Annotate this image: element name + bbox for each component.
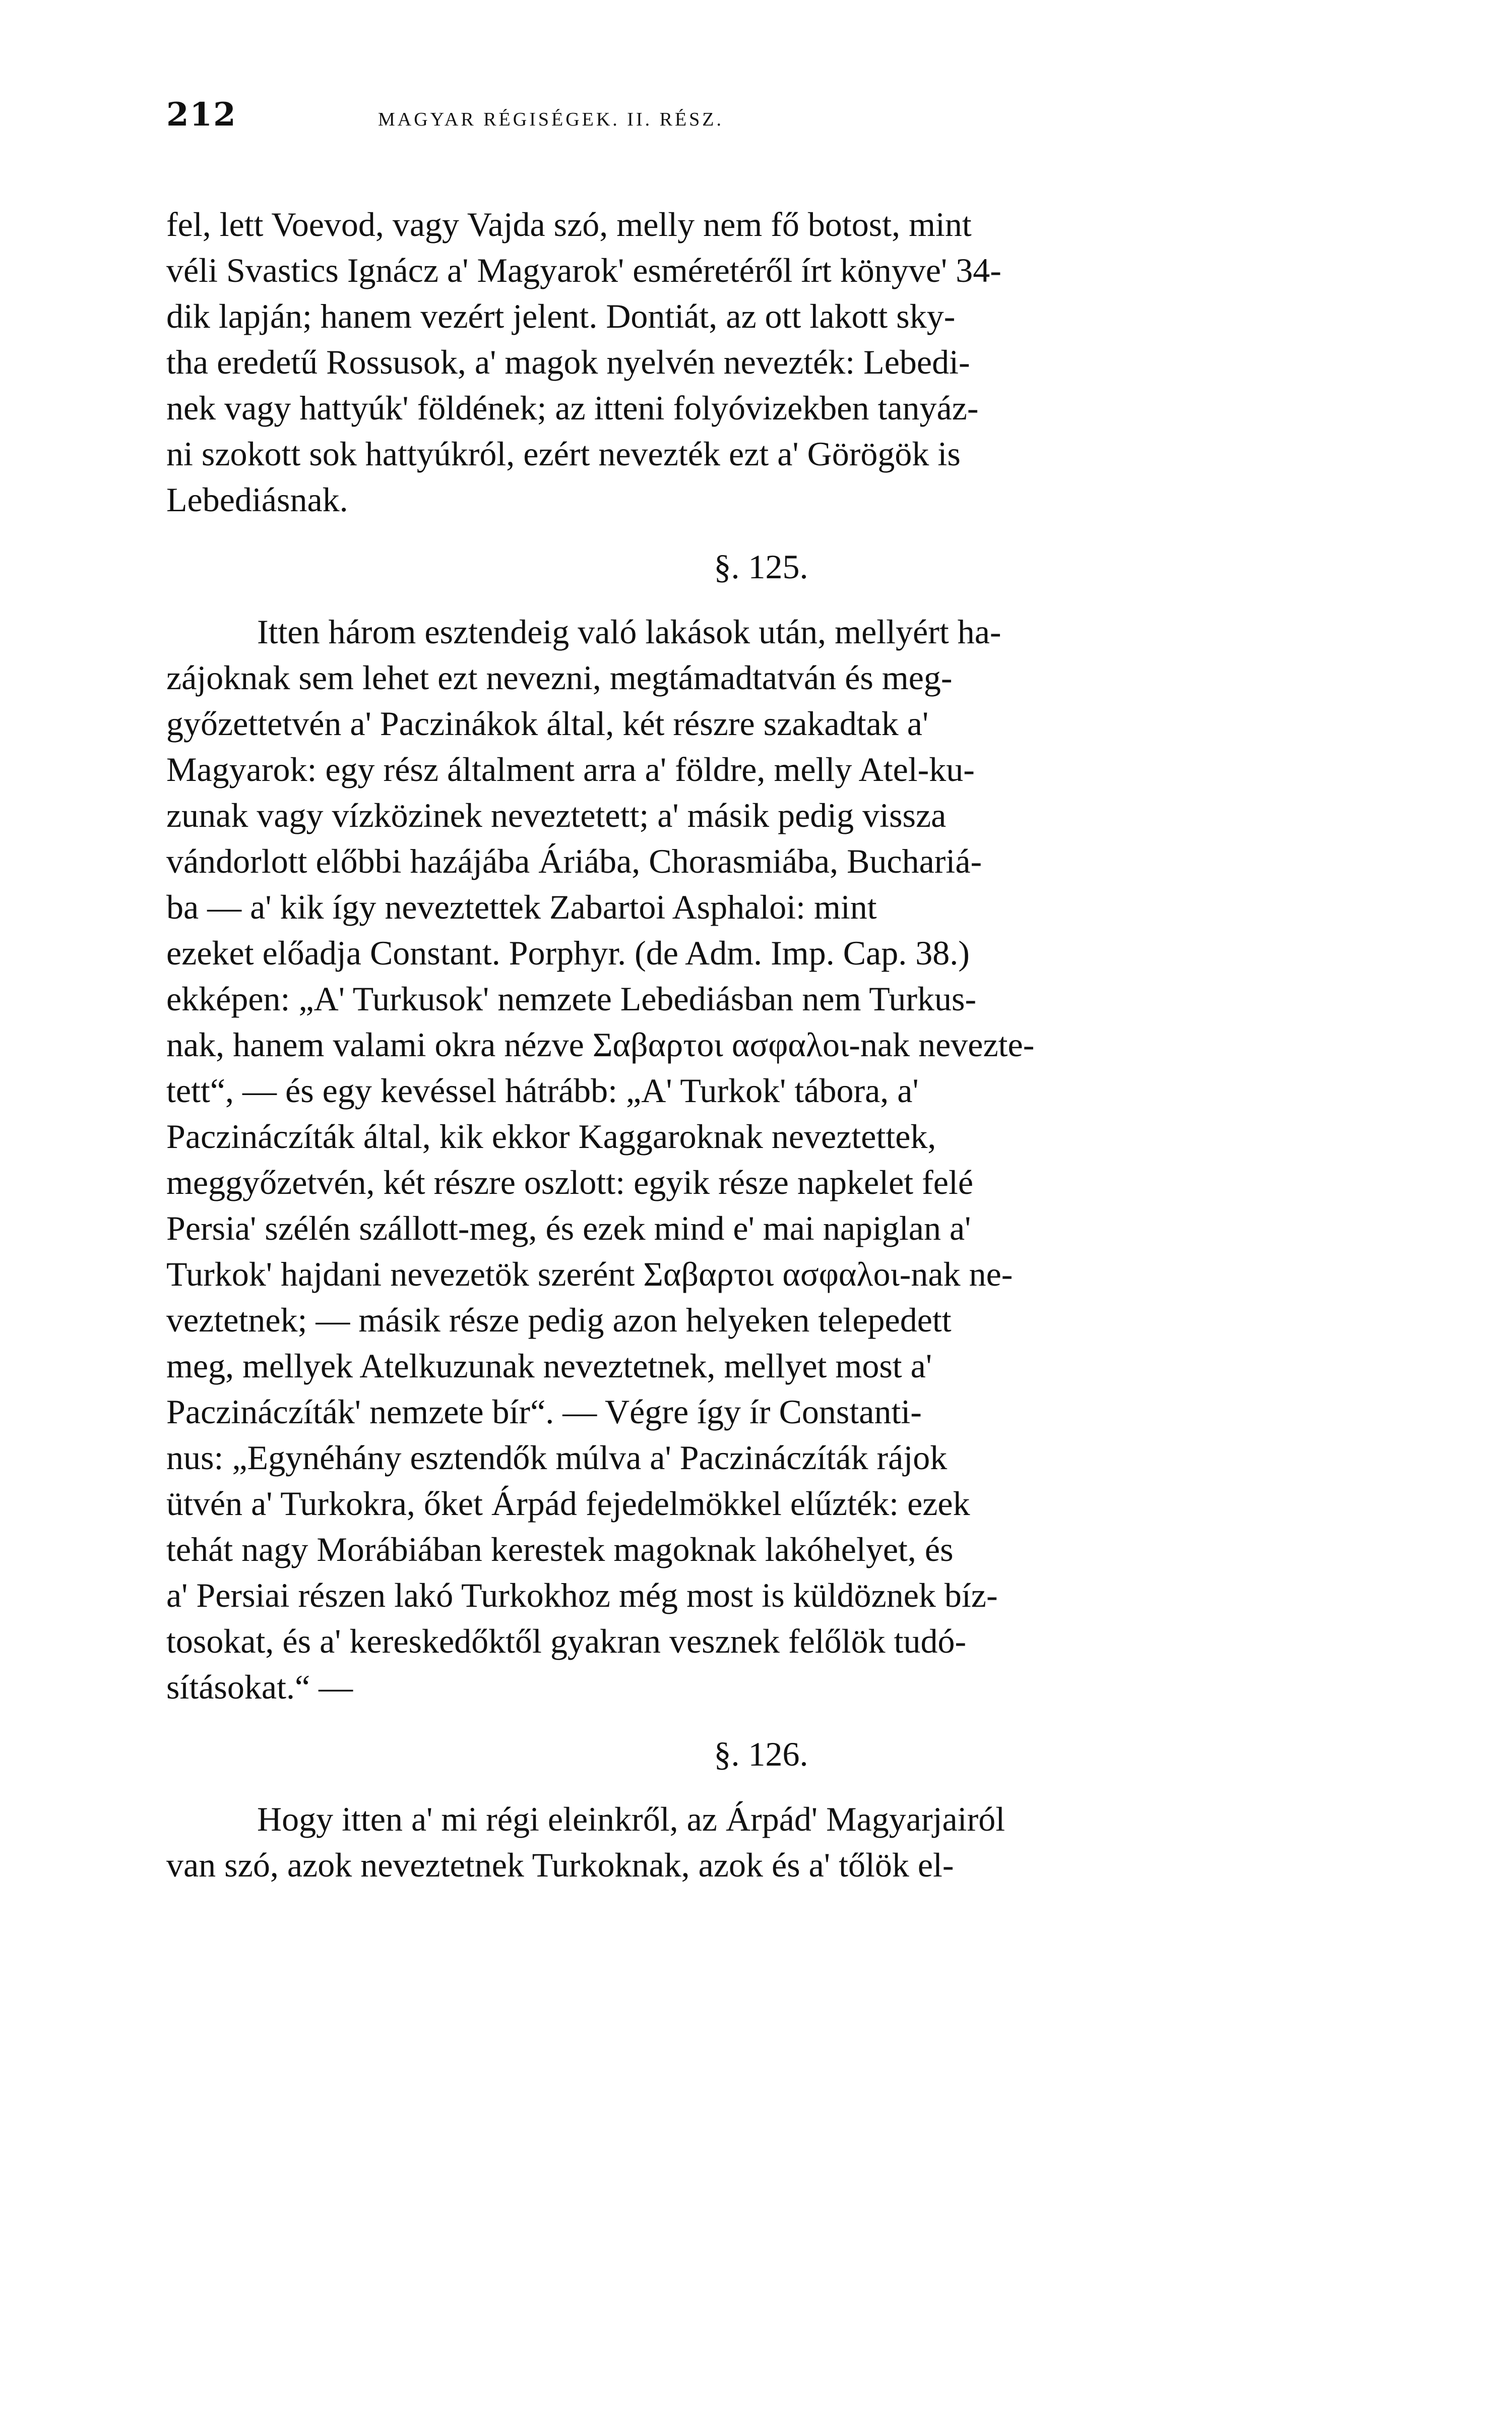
text-line: nak, hanem valami okra nézve Σαβαρτοι ασφαλοι-nak nevezte- [166,1025,1035,1064]
text-line: tha eredetű Rossusok, a' magok nyelvén nevezték: Lebedi- [166,343,970,381]
paragraph-continued [166,202,1356,523]
page-header [166,96,1356,156]
text-line: van szó, azok neveztetnek Turkoknak, azok és a' tőlök el- [166,1846,954,1884]
text-line: a' Persiai részen lakó Turkokhoz még most is küldöznek bíz- [166,1576,998,1614]
text-line: meg, mellyek Atelkuzunak neveztetnek, mellyet most a' [166,1347,932,1385]
text-line: zájoknak sem lehet ezt nevezni, megtámadtatván és meg- [166,658,953,697]
text-line: Magyarok: egy rész általment arra a' földre, melly Atel-ku- [166,750,975,789]
text-line: zunak vagy vízközinek neveztetett; a' másik pedig vissza [166,796,947,834]
text-line: veztetnek; — másik része pedig azon helyeken telepedett [166,1301,952,1339]
text-line: Turkok' hajdani nevezetök szerént Σαβαρτοι ασφαλοι-nak ne- [166,1255,1013,1293]
text-line: tett“, — és egy kevéssel hátrább: „A' Turkok' tábora, a' [166,1071,919,1110]
text-line: dik lapján; hanem vezért jelent. Dontiát, az ott lakott sky- [166,297,956,335]
text-line: fel, lett Voevod, vagy Vajda szó, melly nem fő botost, mint [166,205,972,244]
text-line: sításokat.“ — [166,1668,353,1706]
text-line: tehát nagy Morábiában kerestek magoknak lakóhelyet, és [166,1530,954,1568]
text-line: nek vagy hattyúk' földének; az itteni folyóvizekben tanyáz- [166,389,979,427]
text-line: ekképen: „A' Turkusok' nemzete Lebediásban nem Turkus- [166,980,977,1018]
text-line: nus: „Egynéhány esztendők múlva a' Paczináczíták rájok [166,1438,948,1477]
page-number: 212 [166,96,237,134]
section-heading-126: §. 126. [714,1735,808,1773]
text-line: meggyőzetvén, két részre oszlott: egyik része napkelet felé [166,1163,974,1201]
text-line: tosokat, és a' kereskedőktől gyakran vesznek felőlök tudó- [166,1622,967,1660]
text-line: Hogy itten a' mi régi eleinkről, az Árpád' Magyarjairól [257,1800,1005,1838]
running-head: MAGYAR RÉGISÉGEK. II. RÉSZ. [378,109,724,130]
text-line: győzettetvén a' Paczinákok által, két részre szakadtak a' [166,704,929,743]
text-line: Paczináczíták' nemzete bír“. — Végre így ír Constanti- [166,1393,922,1431]
book-page [166,96,1356,1888]
text-line: ba — a' kik így neveztettek Zabartoi Asphaloi: mint [166,888,877,926]
text-line: ni szokott sok hattyúkról, ezért nevezték ezt a' Görögök is [166,435,961,473]
text-line: véli Svastics Ignácz a' Magyarok' esméretéről írt könyve' 34- [166,251,1001,289]
section-heading-125: §. 125. [714,548,808,586]
text-line: ezeket előadja Constant. Porphyr. (de Adm. Imp. Cap. 38.) [166,934,970,972]
text-line: Lebediásnak. [166,480,348,519]
text-line: Itten három esztendeig való lakások után, mellyért ha- [257,613,1001,651]
paragraph-126 [166,1796,1356,1888]
text-line: Paczináczíták által, kik ekkor Kaggaroknak neveztettek, [166,1117,936,1156]
text-line: ütvén a' Turkokra, őket Árpád fejedelmökkel elűzték: ezek [166,1484,970,1523]
paragraph-125 [166,609,1356,1710]
text-line: vándorlott előbbi hazájába Áriába, Chorasmiába, Buchariá- [166,842,982,880]
text-line: Persia' szélén szállott-meg, és ezek mind e' mai napiglan a' [166,1209,971,1247]
